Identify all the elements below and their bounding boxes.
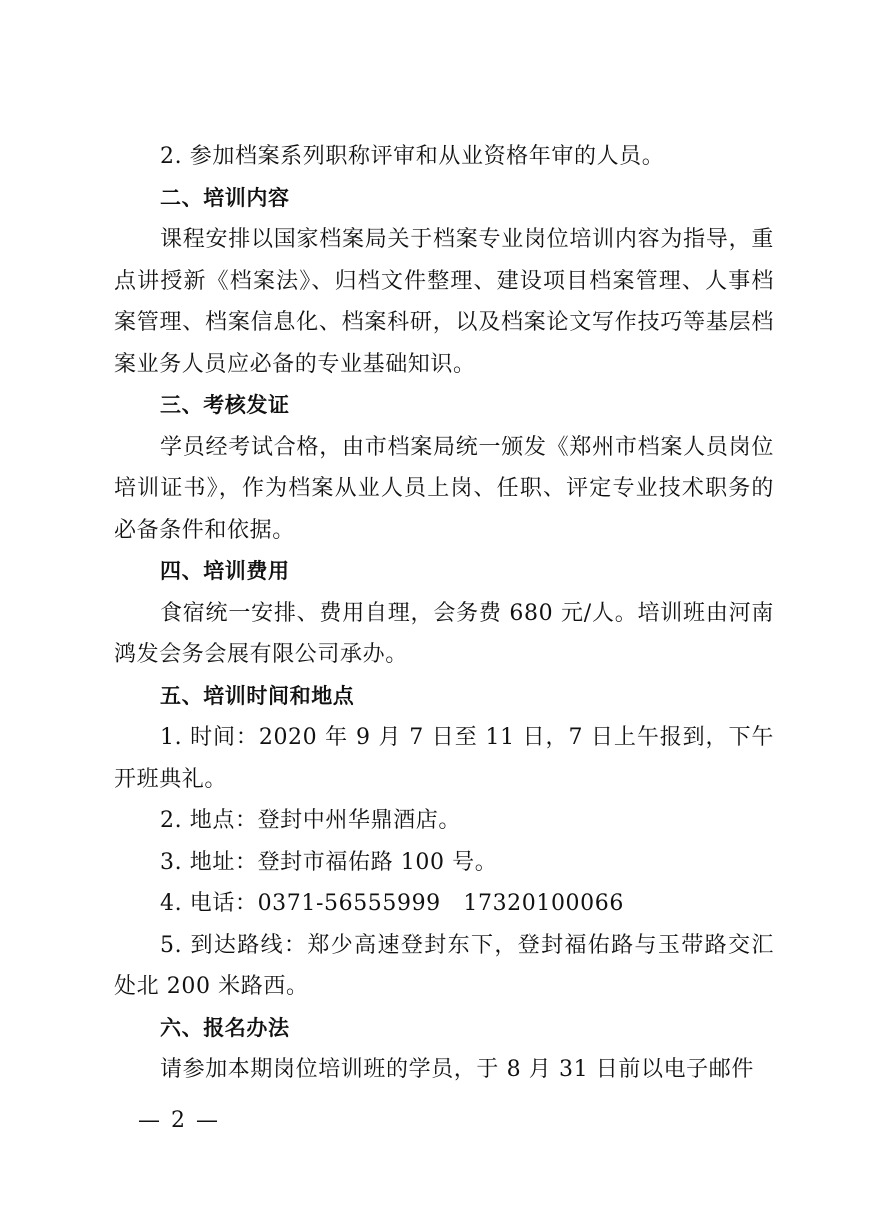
section-heading-registration: 六、报名办法 (160, 1015, 290, 1040)
document-body (114, 136, 774, 1091)
page-number: — 2 — (138, 1108, 220, 1133)
list-item-time: 1. 时间：2020 年 9 月 7 日至 11 日，7 日上午报到，下午开班典礼。 (114, 725, 774, 792)
section-heading-fees: 四、培训费用 (160, 559, 290, 583)
paragraph-fees: 食宿统一安排、费用自理，会务费 680 元/人。培训班由河南鸿发会务会展有限公司承办。 (114, 600, 774, 667)
list-item-eligibility-2: 2. 参加档案系列职称评审和从业资格年审的人员。 (160, 144, 665, 169)
paragraph-training-content: 课程安排以国家档案局关于档案专业岗位培训内容为指导，重点讲授新《档案法》、归档文件整理、建设项目档案管理、人事档案管理、档案信息化、档案科研，以及档案论文写作技巧等基层档案业务人员应必备的专业基础知识。 (114, 227, 774, 377)
section-heading-training-content: 二、培训内容 (160, 185, 290, 210)
paragraph-registration: 请参加本期岗位培训班的学员，于 8 月 31 日前以电子邮件 (160, 1057, 754, 1082)
list-item-address: 3. 地址：登封市福佑路 100 号。 (160, 849, 498, 875)
section-heading-time-location: 五、培训时间和地点 (160, 683, 355, 708)
section-heading-certification: 三、考核发证 (160, 393, 290, 417)
paragraph-certification: 学员经考试合格，由市档案局统一颁发《郑州市档案人员岗位培训证书》，作为档案从业人员上岗、任职、评定专业技术职务的必备条件和依据。 (114, 434, 774, 543)
list-item-location: 2. 地点：登封中州华鼎酒店。 (160, 808, 461, 833)
list-item-route: 5. 到达路线：郑少高速登封东下，登封福佑路与玉带路交汇处北 200 米路西。 (114, 932, 774, 999)
list-item-phone: 4. 电话：0371-56555999 17320100066 (160, 891, 624, 916)
